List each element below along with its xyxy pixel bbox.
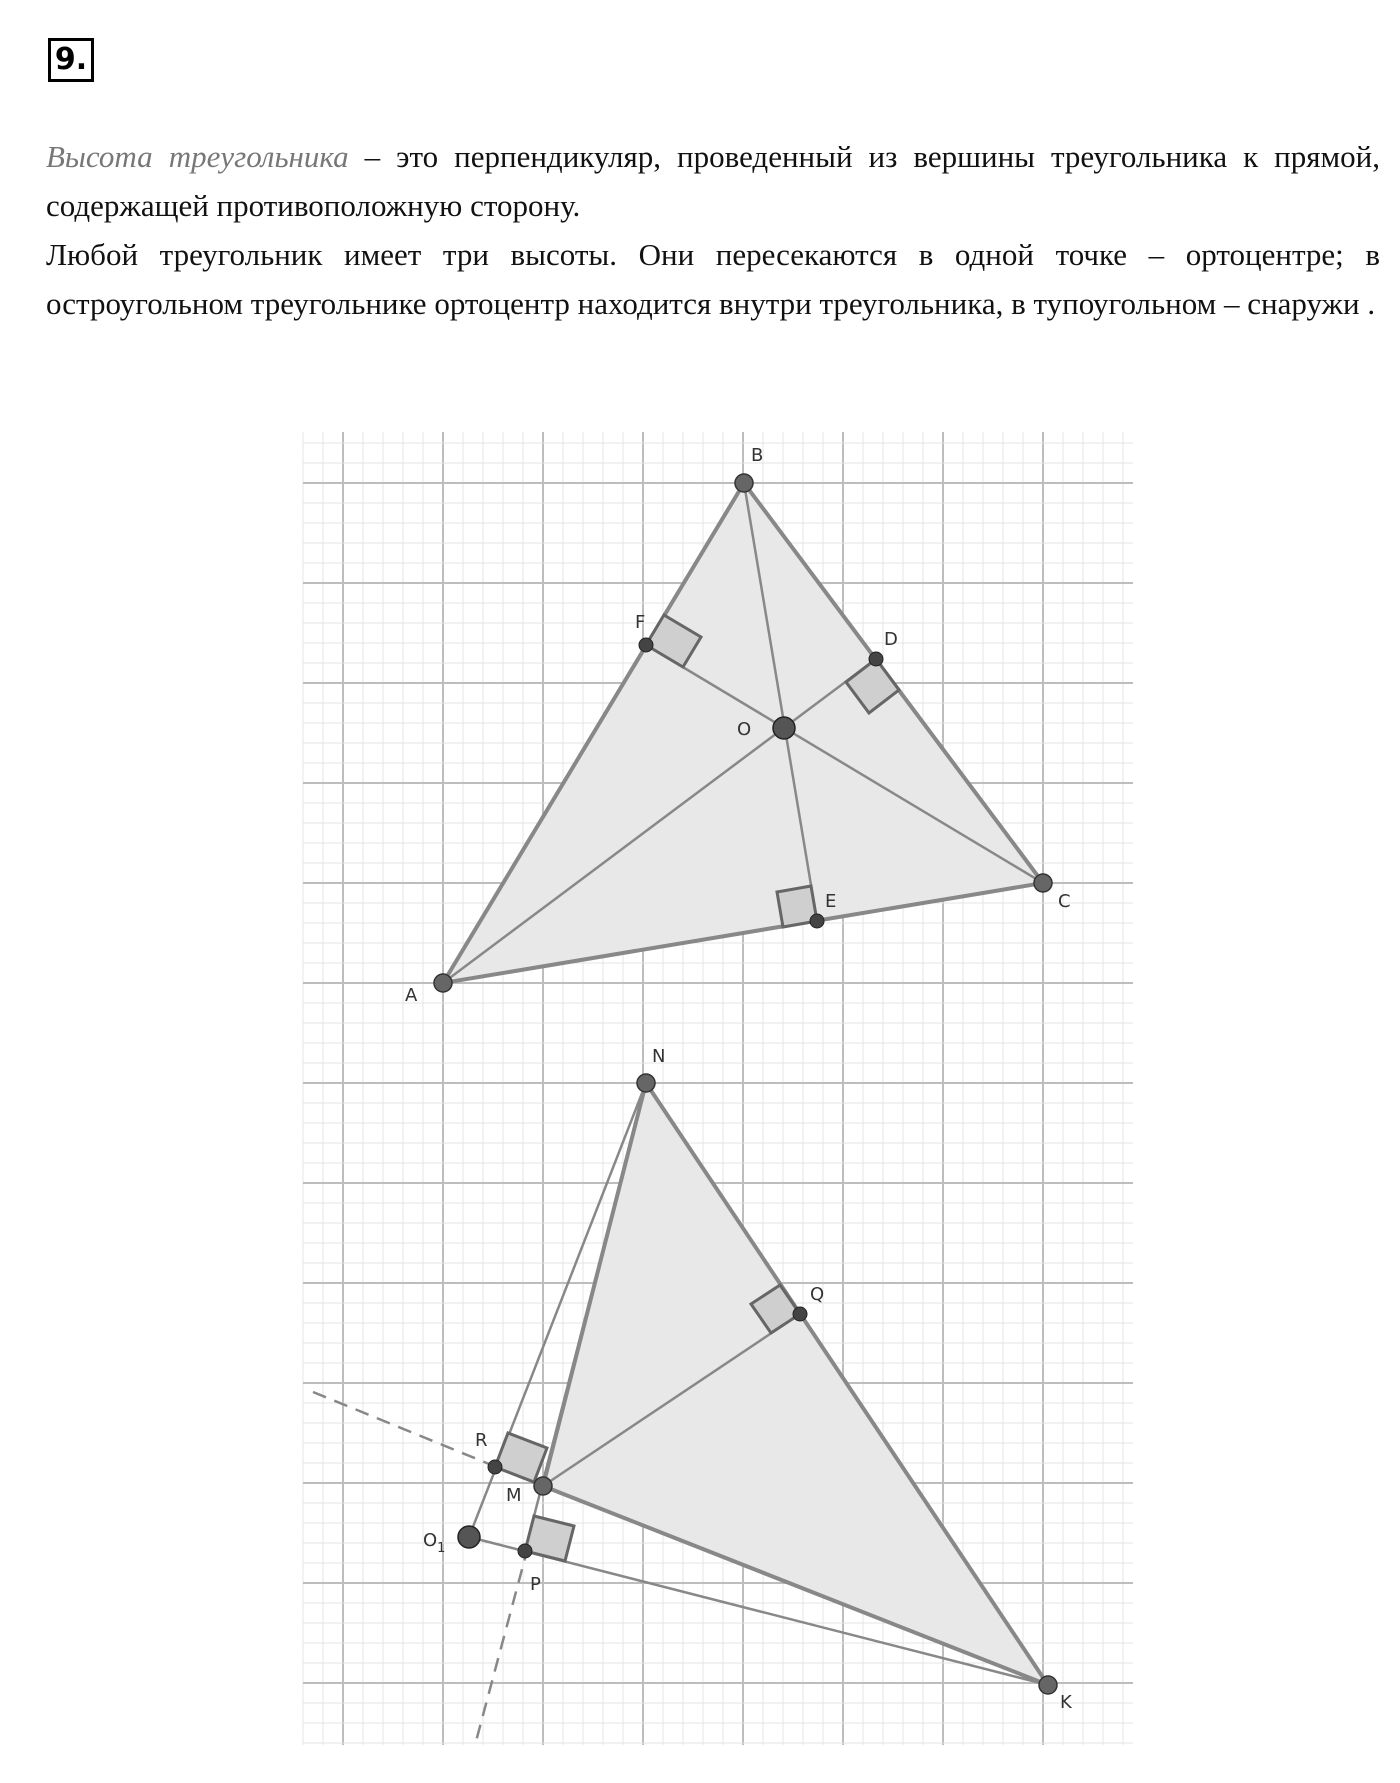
point-c [1034,874,1052,892]
point-r [488,1460,502,1474]
point-k [1039,1676,1057,1694]
label-k: K [1060,1692,1072,1713]
task-number: 9. [48,38,94,82]
right-angle-mark-p [525,1516,574,1561]
definition-rest: – это перпендикуляр, проведенный из вершины треугольника к прямой, содержащей противоположную сторону. [46,139,1380,223]
point-q [793,1307,807,1321]
point-p [518,1544,532,1558]
label-q: Q [810,1284,825,1305]
label-p: P [530,1574,541,1595]
point-m [534,1477,552,1495]
obtuse-triangle-figure [313,1046,1073,1745]
orthocenter-statement: Любой треугольник имеет три высоты. Они пересекаются в одной точке – ортоцентре; в остроугольном треугольнике ортоцентр находится внутри треугольника, в тупоугольном – снаружи . [46,237,1380,321]
label-d: D [884,629,898,650]
label-o: O [737,719,752,740]
label-m: M [506,1485,522,1506]
label-a: A [405,985,418,1006]
label-o1-sub: 1 [437,1541,446,1556]
acute-triangle-figure [405,445,1071,1006]
label-c: C [1058,891,1071,912]
point-f [639,638,653,652]
label-o1-main: O [423,1530,438,1551]
label-e: E [825,891,837,912]
label-f: F [635,612,646,633]
point-b [735,474,753,492]
label-r: R [475,1430,488,1451]
orthocenter-o [773,717,795,739]
point-d [869,652,883,666]
term-altitude: Высота треугольника [46,139,349,174]
point-e [810,914,824,928]
point-a [434,974,452,992]
point-n [637,1074,655,1092]
label-b: B [751,445,764,466]
orthocenter-o1 [458,1526,480,1548]
label-n: N [652,1046,666,1067]
